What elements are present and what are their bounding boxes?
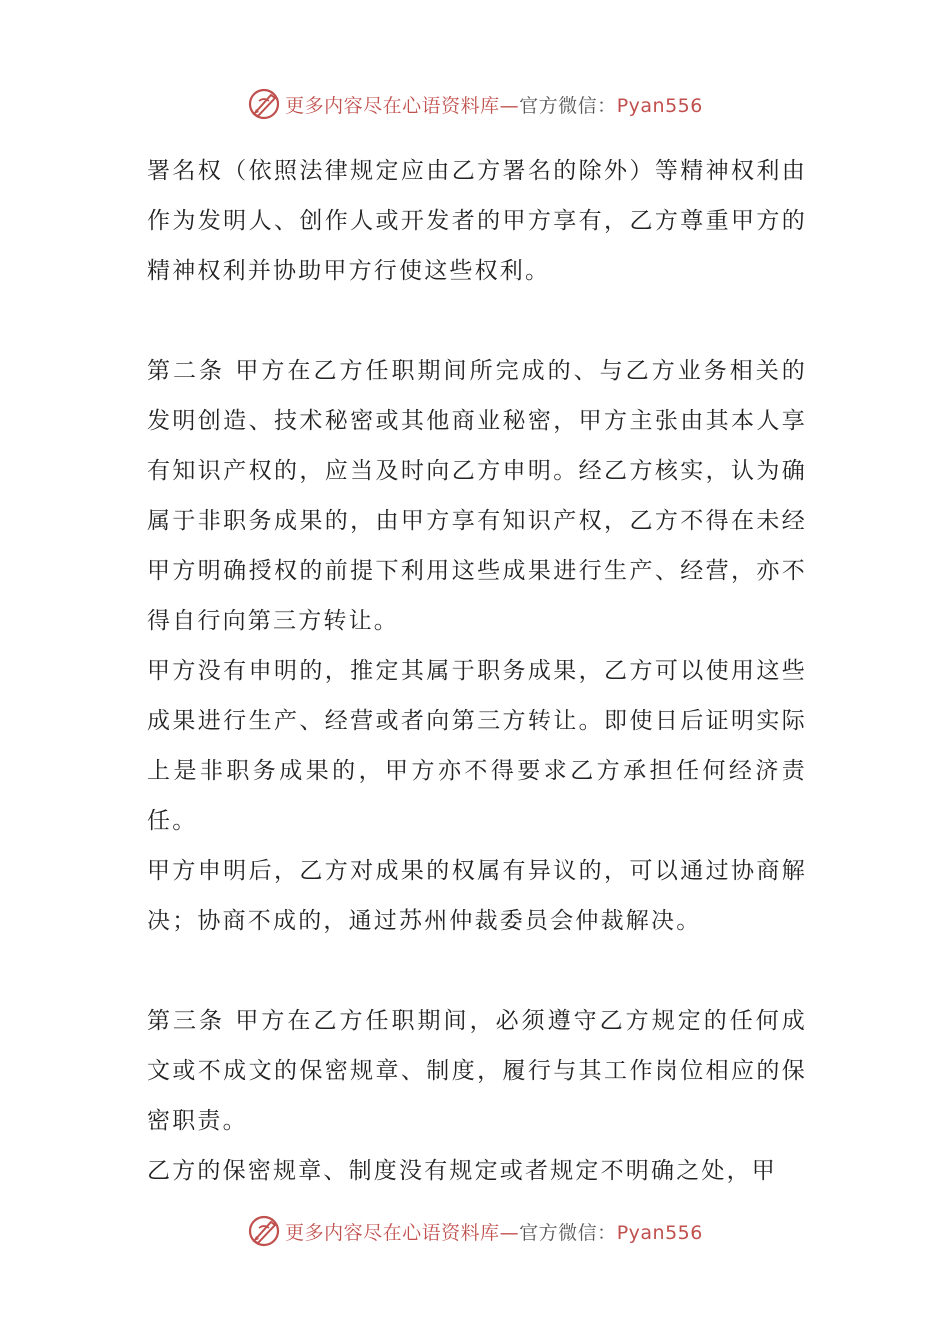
document-body (147, 146, 807, 1196)
banner-dash: — (499, 1221, 520, 1244)
banner-wechat-label: 官方微信： (519, 94, 617, 117)
paragraph-gap (147, 946, 807, 996)
pen-logo-icon (247, 1214, 281, 1248)
banner-text (285, 1218, 703, 1245)
paragraph: 署名权（依照法律规定应由乙方署名的除外）等精神权利由作为发明人、创作人或开发者的甲方享有，乙方尊重甲方的精神权利并协助甲方行使这些权利。 (147, 158, 807, 284)
paragraph: 甲方没有申明的，推定其属于职务成果，乙方可以使用这些成果进行生产、经营或者向第三方转让。即使日后证明实际上是非职务成果的，甲方亦不得要求乙方承担任何经济责任。 (147, 658, 807, 834)
paragraph-gap (147, 296, 807, 346)
paragraph: 第三条 甲方在乙方任职期间，必须遵守乙方规定的任何成文或不成文的保密规章、制度，履行与其工作岗位相应的保密职责。 (147, 1008, 807, 1134)
paragraph: 乙方的保密规章、制度没有规定或者规定不明确之处，甲 (147, 1158, 777, 1184)
banner-site-text: 更多内容尽在心语资料库 (285, 94, 500, 117)
banner-wechat-id: Pyan556 (616, 1221, 703, 1244)
banner-dash: — (499, 94, 520, 117)
header-banner (0, 84, 950, 124)
banner-wechat-id: Pyan556 (616, 94, 703, 117)
banner-site-text: 更多内容尽在心语资料库 (285, 1221, 500, 1244)
pen-logo-icon (247, 87, 281, 121)
banner-wechat-label: 官方微信： (519, 1221, 617, 1244)
paragraph: 甲方申明后，乙方对成果的权属有异议的，可以通过协商解决；协商不成的，通过苏州仲裁委员会仲裁解决。 (147, 858, 807, 934)
paragraph: 第二条 甲方在乙方任职期间所完成的、与乙方业务相关的发明创造、技术秘密或其他商业秘密，甲方主张由其本人享有知识产权的，应当及时向乙方申明。经乙方核实，认为确属于非职务成果的，由甲方享有知识产权，乙方不得在未经甲方明确授权的前提下利用这些成果进行生产、经营，亦不得自行向第三方转让。 (147, 358, 807, 634)
banner-text (285, 91, 703, 118)
footer-banner (0, 1211, 950, 1251)
